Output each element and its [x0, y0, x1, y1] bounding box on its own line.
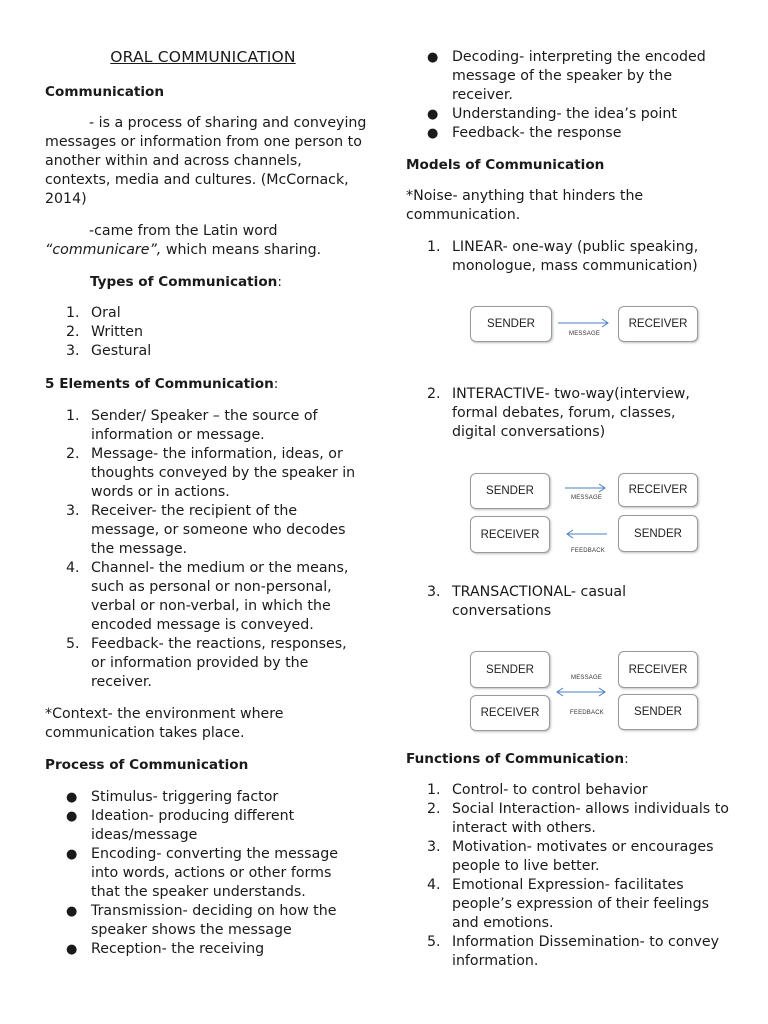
list-item: 2. Written: [66, 324, 144, 340]
model-item-linear: [406, 238, 736, 276]
interactive-sender-box: SENDER: [470, 473, 550, 509]
origin-prefix: -came from the Latin word: [89, 223, 278, 239]
list-item: 5. Information Dissemination- to convey information.: [427, 934, 720, 969]
interactive-feedback-label: FEEDBACK: [571, 548, 605, 554]
communication-definition: - is a process of sharing and conveying messages or information from one person to another within and across channels, contexts, media and cultures. (McCornack, 2014): [45, 115, 367, 207]
transactional-sender-box-2: SENDER: [618, 694, 698, 730]
types-heading: Types of Communication:: [90, 274, 282, 290]
functions-heading: Functions of Communication:: [406, 751, 629, 767]
list-item: ● Transmission- deciding on how the speaker shows the message: [66, 903, 337, 938]
transactional-feedback-label: FEEDBACK: [570, 710, 604, 716]
list-item: 2. Social Interaction- allows individuals to interact with others.: [427, 801, 729, 836]
list-item: 3. TRANSACTIONAL- casual conversations: [427, 584, 627, 619]
list-item: ● Decoding- interpreting the encoded message of the speaker by the receiver.: [427, 49, 706, 103]
list-item: 5. Feedback- the reactions, responses, or information provided by the receiver.: [66, 636, 347, 690]
functions-list: [406, 781, 736, 971]
model-item-interactive: [406, 385, 716, 442]
model-item-transactional: [406, 583, 706, 621]
list-item: 3. Gestural: [66, 343, 152, 359]
page-title: ORAL COMMUNICATION: [110, 48, 296, 66]
noise-note: *Noise- anything that hinders the communication.: [406, 188, 644, 223]
elements-heading: 5 Elements of Communication:: [45, 376, 279, 392]
transactional-sender-box: SENDER: [470, 651, 550, 688]
types-list: [45, 304, 365, 361]
list-item: ● Feedback- the response: [427, 125, 622, 141]
list-item: 1. Oral: [66, 305, 121, 321]
interactive-message-arrow-icon: [563, 483, 609, 493]
interactive-receiver-box: RECEIVER: [618, 473, 698, 507]
interactive-receiver-box-2: RECEIVER: [470, 516, 550, 553]
communication-heading: Communication: [45, 84, 165, 100]
interactive-message-label: MESSAGE: [571, 495, 603, 501]
list-item: ● Understanding- the idea’s point: [427, 106, 677, 122]
list-item: 2. Message- the information, ideas, or thoughts conveyed by the speaker in words or in actions.: [66, 446, 356, 500]
list-item: 3. Motivation- motivates or encourages people to live better.: [427, 839, 714, 874]
list-item: 3. Receiver- the recipient of the message, or someone who decodes the message.: [66, 503, 346, 557]
transactional-message-label: MESSAGE: [571, 675, 603, 681]
linear-sender-box: SENDER: [470, 306, 552, 342]
interactive-feedback-arrow-icon: [563, 529, 609, 539]
models-heading: Models of Communication: [406, 157, 605, 173]
list-item: 2. INTERACTIVE- two-way(interview, formal debates, forum, classes, digital conversations): [427, 386, 690, 440]
list-item: ● Reception- the receiving: [66, 941, 265, 957]
elements-list: [45, 407, 361, 692]
transactional-bidirectional-arrow-icon: [553, 686, 609, 698]
transactional-receiver-box: RECEIVER: [618, 651, 698, 688]
origin-word: “communicare”,: [45, 242, 162, 258]
linear-arrow-icon: [556, 318, 612, 328]
list-item: ● Ideation- producing different ideas/message: [66, 808, 295, 843]
transactional-receiver-box-2: RECEIVER: [470, 695, 550, 731]
list-item: ● Stimulus- triggering factor: [66, 789, 279, 805]
communication-origin: [45, 222, 367, 260]
list-item: 1. LINEAR- one-way (public speaking, monologue, mass communication): [427, 239, 699, 274]
linear-message-label: MESSAGE: [569, 331, 601, 337]
interactive-sender-box-2: SENDER: [618, 515, 698, 552]
context-note: *Context- the environment where communication takes place.: [45, 706, 284, 741]
list-item: 1. Sender/ Speaker – the source of information or message.: [66, 408, 318, 443]
process-list-left: [45, 788, 361, 959]
list-item: 4. Emotional Expression- facilitates people’s expression of their feelings and emotions.: [427, 877, 710, 931]
list-item: 4. Channel- the medium or the means, such as personal or non-personal, verbal or non-verbal, in which the encoded message is conveyed.: [66, 560, 349, 633]
list-item: 1. Control- to control behavior: [427, 782, 648, 798]
list-item: ● Encoding- converting the message into words, actions or other forms that the speaker understands.: [66, 846, 339, 900]
origin-suffix: which means sharing.: [161, 242, 322, 258]
linear-receiver-box: RECEIVER: [618, 306, 698, 342]
process-list-right: [406, 48, 736, 143]
process-heading: Process of Communication: [45, 757, 249, 773]
